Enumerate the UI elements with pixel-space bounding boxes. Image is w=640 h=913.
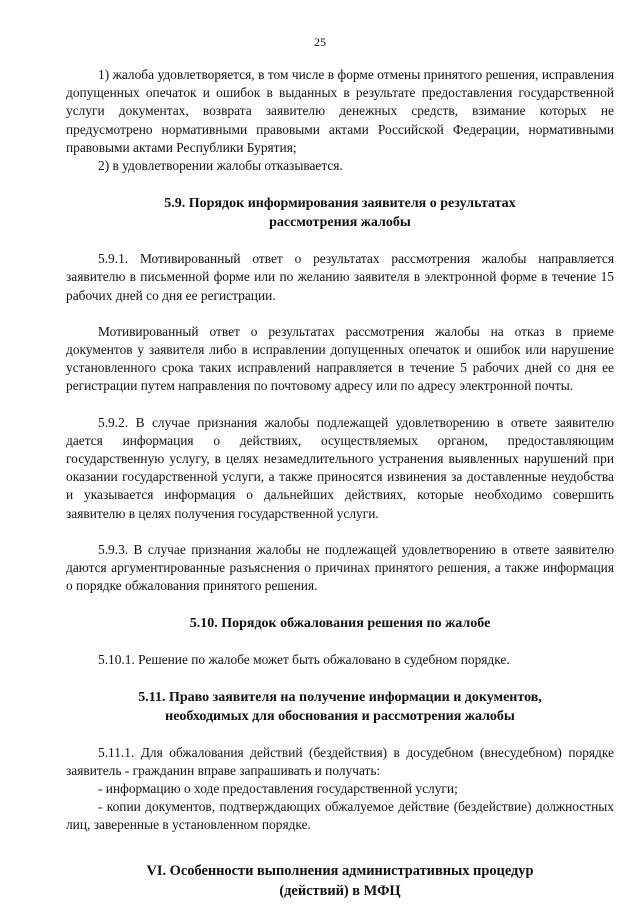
paragraph: 5.9.1. Мотивированный ответ о результатах рассмотрения жалобы направляется заявителю в письменной форме или по желанию заявителя в электронной форме в течение 15 рабочих дней со дня ее регистрации. [66,251,614,303]
heading-line: (действий) в МФЦ [279,882,401,899]
paragraph: Мотивированный ответ о результатах рассмотрения жалобы на отказ в приеме документов у заявителя либо в исправлении допущенных опечаток и ошибок или нарушение установленного срока таких исправлений направляется в течение 5 рабочих дней со дня ее регистрации путем направления по почтовому адресу или по адресу электронной почты. [66,323,614,394]
heading-line: 5.11. Право заявителя на получение информации и документов, [138,689,542,705]
paragraph: 5.10.1. Решение по жалобе может быть обжаловано в судебном порядке. [98,652,510,668]
list-item: 2) в удовлетворении жалобы отказывается. [98,158,343,174]
list-item: - информацию о ходе предоставления государственной услуги; [98,781,458,797]
heading-line: VI. Особенности выполнения административных процедур [146,862,534,879]
section-heading-5-11 [66,688,614,726]
list-item: - копии документов, подтверждающих обжалуемое действие (бездействие) должностных лиц, заверенные в установленном порядке. [66,799,614,833]
page-content [66,66,614,913]
section-heading-5-9 [66,194,614,232]
paragraph: 5.11.1. Для обжалования действий (бездействия) в досудебном (внесудебном) порядке заявитель - гражданин вправе запрашивать и получать: [66,744,614,778]
list-item: 1) жалоба удовлетворяется, в том числе в форме отмены принятого решения, исправления допущенных опечаток и ошибок в выданных в результате предоставления государственной услуги документах, возврата заявителю денежных средств, взимание которых не предусмотрено нормативными правовыми актами Российской Федерации, нормативными правовыми актами Республики Бурятия; [66,67,614,155]
heading-line: рассмотрения жалобы [269,215,411,231]
paragraph: 5.9.2. В случае признания жалобы подлежащей удовлетворению в ответе заявителю дается информация о действиях, осуществляемых органом, предоставляющим государственную услугу, в целях незамедлительного устранения выявленных нарушений при оказании государственной услуги, а также приносятся извинения за доставленные неудобства и указывается информация о дальнейших действиях, которые необходимо совершить заявителю в целях получения государственной услуги. [66,414,614,521]
heading-line: 5.9. Порядок информирования заявителя о результатах [164,196,516,212]
paragraph: 5.9.3. В случае признания жалобы не подлежащей удовлетворению в ответе заявителю даются аргументированные разъяснения о причинах принятого решения, а также информация о порядке обжалования принятого решения. [66,541,614,594]
section-heading-5-10: 5.10. Порядок обжалования решения по жалобе [189,616,491,632]
chapter-heading-vi [66,861,614,901]
page-number: 25 [314,35,326,49]
heading-line: необходимых для обоснования и рассмотрения жалобы [165,708,515,724]
